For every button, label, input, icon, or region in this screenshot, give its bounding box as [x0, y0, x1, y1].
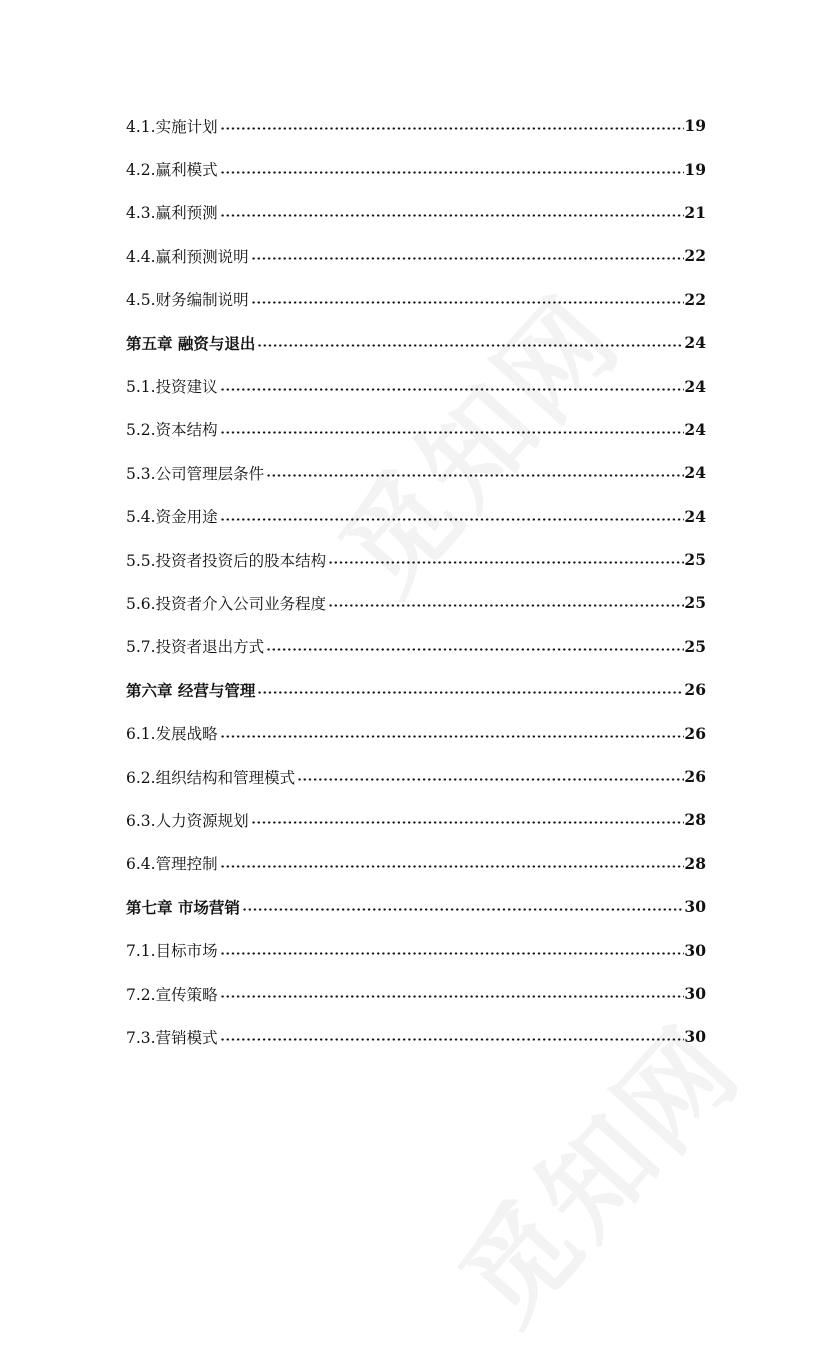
toc-dot-leader [328, 604, 684, 607]
toc-section-row[interactable] [126, 495, 706, 538]
toc-section-row[interactable] [126, 538, 706, 581]
toc-section-title: 4.4.赢利预测说明 [126, 247, 249, 266]
toc-section-row[interactable] [126, 451, 706, 494]
toc-dot-leader [266, 648, 684, 651]
toc-page-number: 25 [684, 550, 706, 570]
toc-dot-leader [328, 561, 684, 564]
toc-page-number: 26 [684, 723, 706, 743]
toc-dot-leader [220, 431, 685, 434]
toc-section-row[interactable] [126, 972, 706, 1015]
toc-dot-leader [220, 127, 685, 130]
toc-page-number: 21 [684, 202, 706, 222]
toc-section-row[interactable] [126, 147, 706, 190]
toc-section-title: 7.1.目标市场 [126, 942, 218, 961]
toc-section-row[interactable] [126, 234, 706, 277]
toc-section-title: 5.7.投资者退出方式 [126, 638, 265, 657]
toc-dot-leader [220, 518, 685, 521]
toc-section-title: 5.6.投资者介入公司业务程度 [126, 594, 327, 613]
toc-dot-leader [220, 995, 685, 998]
toc-section-title: 6.1.发展战略 [126, 725, 218, 744]
toc-page-number: 24 [684, 463, 706, 483]
toc-section-title: 6.2.组织结构和管理模式 [126, 768, 296, 787]
toc-dot-leader [220, 171, 685, 174]
toc-dot-leader [220, 735, 685, 738]
toc-page-number: 30 [684, 897, 706, 917]
toc-section-title: 5.3.公司管理层条件 [126, 464, 265, 483]
toc-page-number: 19 [684, 116, 706, 136]
toc-section-row[interactable] [126, 625, 706, 668]
toc-page-number: 26 [684, 767, 706, 787]
toc-section-row[interactable] [126, 104, 706, 147]
toc-dot-leader [220, 1038, 685, 1041]
toc-section-row[interactable] [126, 1015, 706, 1058]
toc-page-number: 24 [684, 376, 706, 396]
toc-section-row[interactable] [126, 842, 706, 885]
toc-page-number: 26 [684, 680, 706, 700]
toc-chapter-title: 第五章 融资与退出 [126, 333, 256, 353]
toc-page-number: 24 [684, 419, 706, 439]
toc-section-title: 7.2.宣传策略 [126, 985, 218, 1004]
toc-section-title: 4.2.赢利模式 [126, 161, 218, 180]
toc-page-number: 25 [684, 593, 706, 613]
toc-section-title: 4.1.实施计划 [126, 117, 218, 136]
toc-section-row[interactable] [126, 191, 706, 234]
toc-section-title: 6.4.管理控制 [126, 855, 218, 874]
toc-page-number: 28 [684, 810, 706, 830]
toc-page-number: 24 [684, 333, 706, 353]
toc-dot-leader [251, 301, 685, 304]
toc-section-row[interactable] [126, 711, 706, 754]
toc-section-row[interactable] [126, 755, 706, 798]
toc-page-number: 30 [684, 940, 706, 960]
toc-page-number: 25 [684, 636, 706, 656]
toc-dot-leader [220, 952, 685, 955]
toc-section-title: 5.2.资本结构 [126, 421, 218, 440]
toc-section-title: 6.3.人力资源规划 [126, 811, 249, 830]
toc-page-number: 30 [684, 1027, 706, 1047]
toc-dot-leader [251, 257, 685, 260]
toc-section-row[interactable] [126, 798, 706, 841]
toc-chapter-title: 第七章 市场营销 [126, 897, 240, 917]
toc-page-number: 22 [684, 246, 706, 266]
toc-chapter-row[interactable] [126, 885, 706, 928]
toc-section-title: 7.3.营销模式 [126, 1028, 218, 1047]
toc-section-row[interactable] [126, 928, 706, 971]
toc-section-row[interactable] [126, 408, 706, 451]
toc-section-row[interactable] [126, 278, 706, 321]
toc-section-title: 4.3.赢利预测 [126, 204, 218, 223]
toc-dot-leader [251, 821, 685, 824]
toc-section-title: 5.4.资金用途 [126, 508, 218, 527]
toc-dot-leader [220, 388, 685, 391]
toc-section-title: 5.5.投资者投资后的股本结构 [126, 551, 327, 570]
table-of-contents [126, 104, 706, 1059]
toc-dot-leader [257, 344, 682, 347]
toc-section-title: 4.5.财务编制说明 [126, 291, 249, 310]
toc-section-row[interactable] [126, 581, 706, 624]
toc-dot-leader [297, 778, 684, 781]
toc-page-number: 30 [684, 984, 706, 1003]
toc-dot-leader [266, 474, 684, 477]
toc-dot-leader [242, 908, 683, 911]
toc-page-number: 22 [684, 289, 706, 309]
toc-page-number: 19 [684, 159, 706, 179]
toc-page-number: 24 [684, 506, 706, 526]
toc-chapter-title: 第六章 经营与管理 [126, 680, 256, 700]
toc-section-title: 5.1.投资建议 [126, 378, 218, 397]
toc-page-number: 28 [684, 853, 706, 873]
toc-dot-leader [220, 865, 685, 868]
toc-dot-leader [220, 214, 685, 217]
toc-chapter-row[interactable] [126, 321, 706, 364]
toc-dot-leader [257, 691, 682, 694]
toc-section-row[interactable] [126, 364, 706, 407]
toc-chapter-row[interactable] [126, 668, 706, 711]
